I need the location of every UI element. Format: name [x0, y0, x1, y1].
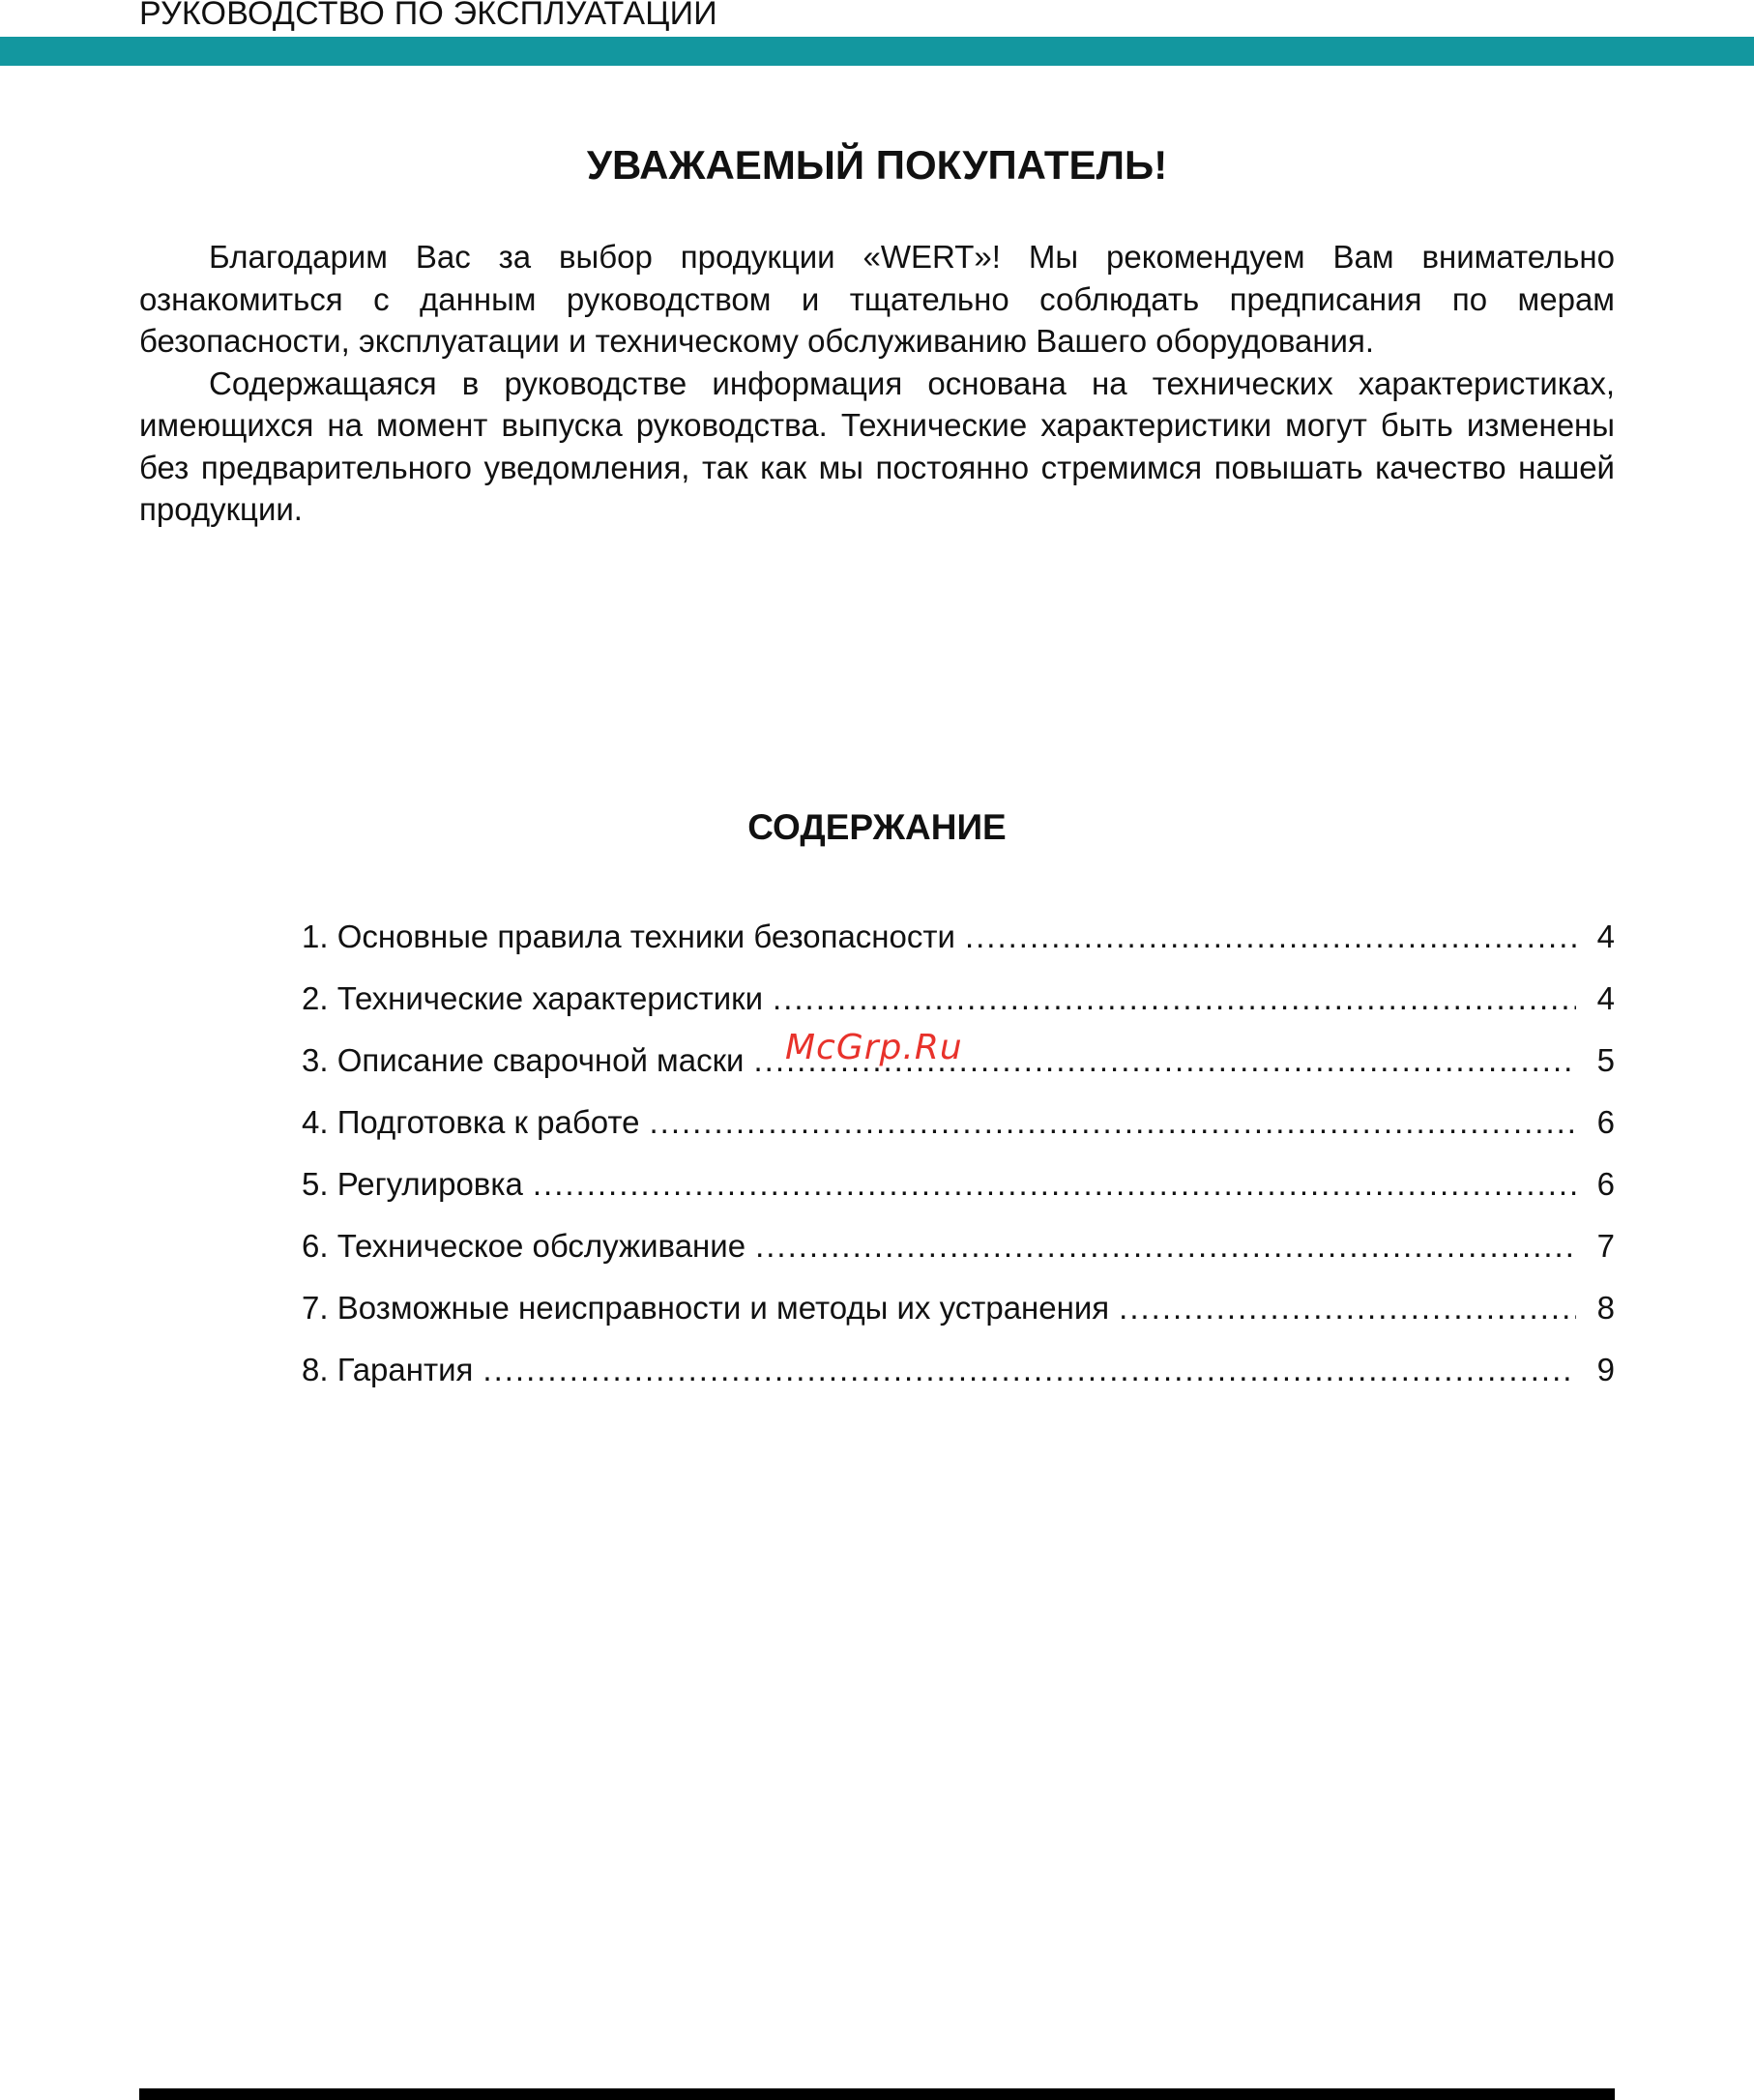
toc-item-label: 2. Технические характеристики [302, 980, 764, 1016]
toc-item-label: 5. Регулировка [302, 1166, 523, 1202]
toc-item-page: 8 [1596, 1290, 1615, 1326]
toc-item-page: 4 [1596, 980, 1615, 1016]
toc-leader-dots [649, 1101, 1576, 1144]
toc-item-label: 3. Описание сварочной маски [302, 1042, 745, 1078]
toc-item [302, 1287, 1615, 1349]
toc-item-page: 6 [1596, 1104, 1615, 1140]
toc-item-label: 7. Возможные неисправности и методы их устранения [302, 1290, 1110, 1326]
toc-item-page: 7 [1596, 1228, 1615, 1264]
greeting-title: УВАЖАЕМЫЙ ПОКУПАТЕЛЬ! [586, 142, 1168, 188]
toc-leader-dots [965, 916, 1576, 958]
intro-paragraph: Содержащаяся в руководстве информация основана на технических характеристиках, имеющихся на момент выпуска руководства. Технические характеристики могут быть изменены без предварительного уведомления, так как мы постоянно стремимся повышать качество нашей продукции. [139, 365, 1615, 527]
toc-leader-dots [482, 1349, 1576, 1391]
toc-item-page: 4 [1596, 919, 1615, 954]
toc-item [302, 1163, 1615, 1225]
header-title: РУКОВОДСТВО ПО ЭКСПЛУАТАЦИИ [139, 0, 717, 32]
toc-item [302, 1349, 1615, 1411]
watermark: McGrp.Ru [785, 1028, 963, 1067]
toc-leader-dots [533, 1163, 1576, 1206]
toc-item-page: 6 [1596, 1166, 1615, 1202]
toc-item-label: 6. Техническое обслуживание [302, 1228, 746, 1264]
toc-title: СОДЕРЖАНИЕ [747, 807, 1007, 847]
toc-item-label: 1. Основные правила техники безопасности [302, 919, 955, 954]
footer-rule [139, 2088, 1615, 2100]
toc-leader-dots [1119, 1287, 1576, 1329]
toc-leader-dots [755, 1225, 1576, 1268]
toc-leader-dots [773, 977, 1576, 1020]
toc-item [302, 916, 1615, 977]
toc-item-label: 8. Гарантия [302, 1352, 474, 1387]
toc-item-page: 9 [1596, 1352, 1615, 1387]
toc-item [302, 1101, 1615, 1163]
intro-text [139, 236, 1615, 531]
table-of-contents [302, 916, 1615, 1411]
toc-item [302, 1225, 1615, 1287]
toc-item-label: 4. Подготовка к работе [302, 1104, 640, 1140]
toc-item-page: 5 [1596, 1042, 1615, 1078]
intro-paragraph: Благодарим Вас за выбор продукции «WERT»! Мы рекомендуем Вам внимательно ознакомиться с данным руководством и тщательно соблюдать предписания по мерам безопасности, эксплуатации и техническому обслуживанию Вашего оборудования. [139, 239, 1615, 359]
header-band [0, 37, 1754, 66]
